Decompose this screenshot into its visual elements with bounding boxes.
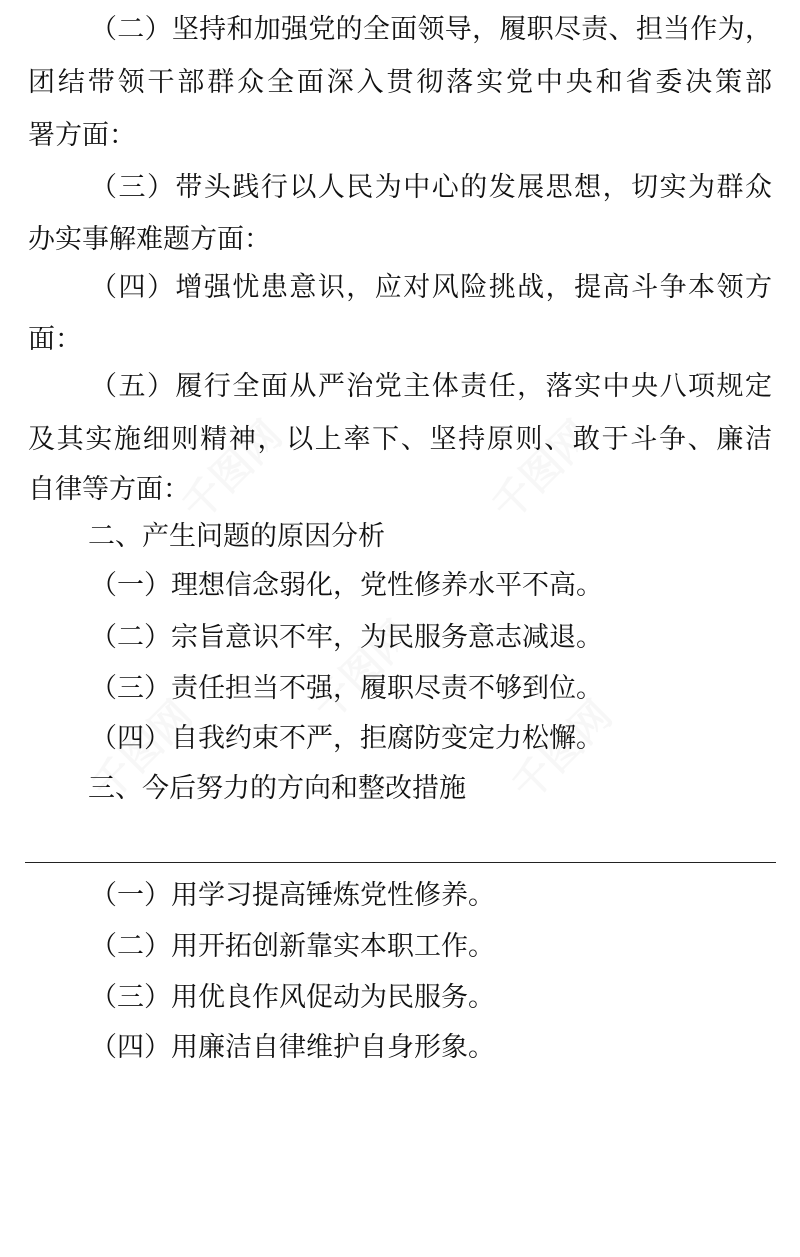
- list-item: （一）用学习提高锤炼党性修养。: [90, 880, 495, 911]
- paragraph-line: 及其实施细则精神，以上率下、坚持原则、敢于斗争、廉洁: [28, 424, 772, 455]
- paragraph-line: （二）坚持和加强党的全面领导，履职尽责、担当作为，: [90, 14, 772, 45]
- list-item: （三）责任担当不强，履职尽责不够到位。: [90, 673, 603, 704]
- list-item: （二）宗旨意识不牢，为民服务意志减退。: [90, 622, 603, 653]
- paragraph-line: 办实事解难题方面：: [28, 224, 271, 255]
- paragraph-line: （四）增强忧患意识，应对风险挑战，提高斗争本领方: [90, 272, 772, 303]
- paragraph-line: 面：: [28, 324, 82, 355]
- watermark: 千图网: [303, 612, 422, 730]
- section-heading: 二、产生问题的原因分析: [88, 521, 385, 552]
- list-item: （三）用优良作风促动为民服务。: [90, 982, 495, 1013]
- list-item: （一）理想信念弱化，党性修养水平不高。: [90, 570, 603, 601]
- watermark: 千图网: [83, 692, 202, 810]
- watermark: 千图网: [503, 692, 622, 810]
- watermark: 千图网: [483, 412, 602, 530]
- watermark: 千图网: [173, 412, 292, 530]
- paragraph-line: 团结带领干部群众全面深入贯彻落实党中央和省委决策部: [28, 67, 772, 98]
- paragraph-line: （五）履行全面从严治党主体责任，落实中央八项规定: [90, 371, 772, 402]
- divider-line: [25, 862, 776, 863]
- section-heading: 三、今后努力的方向和整改措施: [88, 773, 466, 804]
- paragraph-line: （三）带头践行以人民为中心的发展思想，切实为群众: [90, 172, 772, 203]
- paragraph-line: 自律等方面：: [28, 474, 190, 505]
- list-item: （二）用开拓创新靠实本职工作。: [90, 931, 495, 962]
- list-item: （四）自我约束不严，拒腐防变定力松懈。: [90, 723, 603, 754]
- paragraph-line: 署方面：: [28, 120, 136, 151]
- list-item: （四）用廉洁自律维护自身形象。: [90, 1032, 495, 1063]
